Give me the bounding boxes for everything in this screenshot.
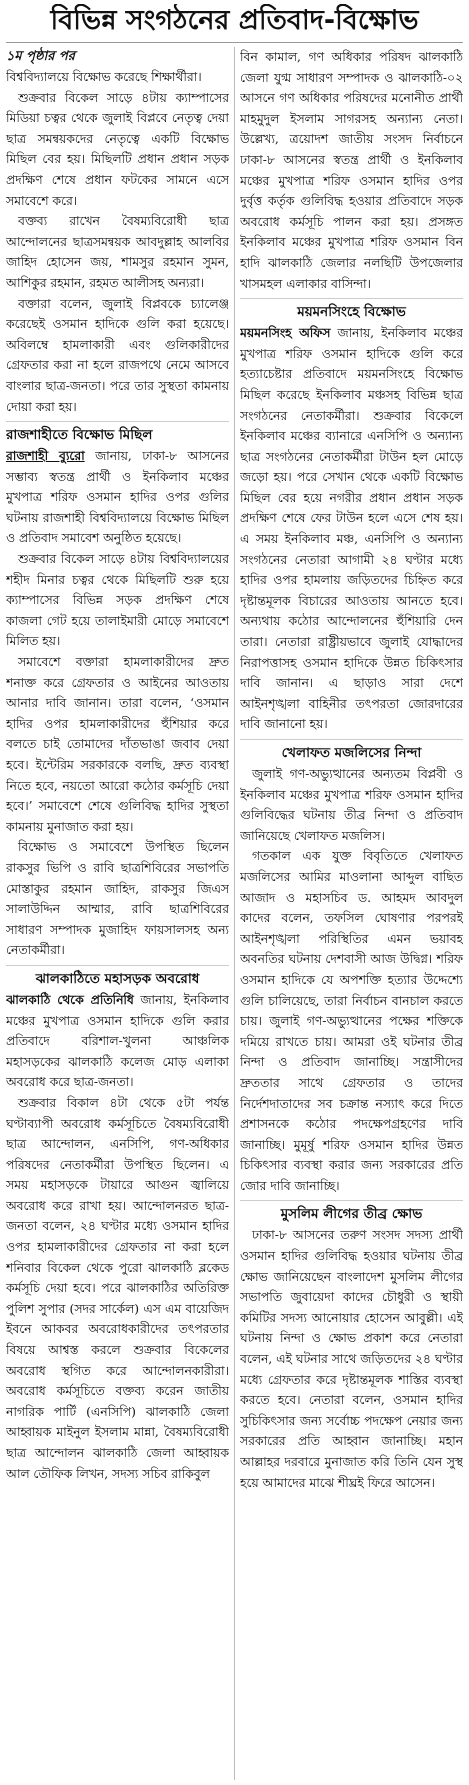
paragraph-text: জানায়, ইনকিলাব মঞ্চের মুখপাত্র ওসমান হাদিকে গুলি করার প্রতিবাদে বরিশাল-খুলনা আঞ্চলিক মহাসড়কের ঝালকাঠি কলেজ মোড় এলাকা অবরোধ করে ছাত্র-জনতা। (6, 992, 229, 1090)
byline-jhalokathi: ঝালকাঠি থেকে প্রতিনিধি (6, 991, 134, 1007)
section-title-jhalokathi: ঝালকাঠিতে মহাসড়ক অবরোধ (6, 965, 229, 990)
byline-rajshahi: রাজশাহী ব্যুরো (6, 448, 85, 464)
left-column (6, 47, 229, 1780)
paragraph-text: জানায়, ইনকিলাব মঞ্চের মুখপাত্র শরিফ ওসমান হাদিকে গুলি করে হত্যাচেষ্টার প্রতিবাদে ময়মনসিংহে বিক্ষোভ মিছিল করেছে ইনকিলাব মঞ্চসহ বিভিন্ন ছাত্র সংগঠনের নেতাকর্মীরা। শুক্রবার বিকেলে ইনকিলাব মঞ্চের ব্যানারে এনসিপি ও অন্যান্য ছাত্র সংগঠনের নেতাকর্মীরা টাউন হল মোড়ে জড়ো হয়। পরে সেখান থেকে একটি বিক্ষোভ মিছিল বের হয়ে নগরীর প্রধান প্রধান সড়ক প্রদক্ষিণ শেষে ফের টাউন হলে এসে শেষ হয়। এ সময় ইনকিলাব মঞ্চ, এনসিপি ও অন্যান্য সংগঠনের নেতারা আগামী ২৪ ঘণ্টার মধ্যে হাদির ওপর হামলায় জড়িতদের চিহ্নিত করে দৃষ্টান্তমূলক বিচারের আওতায় আনতে হবে। অন্যথায় কঠোর আন্দোলনের হুঁশিয়ারি দেন তারা। নেতারা রাষ্ট্রীয়ভাবে জুলাই যোদ্ধাদের নিরাপত্তাসহ ওসমান হাদিকে উন্নত চিকিৎসার দাবি জানান। এ ছাড়াও সারা দেশে আইনশৃঙ্খলা বাহিনীর তৎপরতা জোরদারের দাবি জানানো হয়। (240, 326, 463, 732)
section-title-muslim-league: মুসলিম লীগের তীব্র ক্ষোভ (240, 1200, 463, 1225)
intro-paragraph: বিশ্ববিদ্যালয়ে বিক্ষোভ করেছে শিক্ষার্থীরা। (6, 70, 202, 84)
intro-paragraph: বক্তব্য রাখেন বৈষম্যবিরোধী ছাত্র আন্দোলনের ছাত্রসমন্বয়ক আবদুল্লাহ আলবির জাহিদ হোসেন জয়, শামসুর রহমান সুমন, আশিকুর রহমান, রহমত আলীসহ অন্যরা। (6, 214, 229, 290)
intro-paragraph: বক্তারা বলেন, জুলাই বিপ্লবকে চ্যালেঞ্জ করেছেই ওসমান হাদিকে গুলি করা হয়েছে। অবিলম্বে হামলাকারী এবং গুলিকারীদের গ্রেফতার করা না হলে রাজপথে নেমে আসবে বাংলার ছাত্র-জনতা। পরে তার সুস্থতা কামনায় দোয়া করা হয়। (6, 296, 229, 414)
section-paragraph (6, 990, 229, 1093)
section-paragraph: শুক্রবার বিকাল ৪টা থেকে ৫টা পর্যন্ত ঘণ্টাব্যাপী অবরোধ কর্মসূচিতে বৈষম্যবিরোধী ছাত্র আন্দোলন, এনসিপি, গণ-অধিকার পরিষদের নেতাকর্মীরা উপস্থিত ছিলেন। এ সময় মহাসড়কে টায়ারে আগুন জ্বালিয়ে অবরোধ করে রাখা হয়। আন্দোলনরত ছাত্র-জনতা বলেন, ২৪ ঘণ্টার মধ্যে ওসমান হাদির ওপর হামলাকারীদের গ্রেফতার না করা হলে শনিবার বিকেল থেকে পুরো ঝালকাঠি ব্লকেড কর্মসূচি দেয়া হবে। পরে ঝালকাঠির অতিরিক্ত পুলিশ সুপার (সদর সার্কেল) এস এম বায়েজিদ ইবনে আকবর অবরোধকারীদের তৎপরতার বিষয়ে আশ্বস্ত করলে শুক্রবার বিকেলের অবরোধ স্থগিত করে আন্দোলনকারীরা। অবরোধ কর্মসূচিতে বক্তব্য করেন জাতীয় নাগরিক পার্টি (এনসিপি) ঝালকাঠি জেলা আহ্বায়ক মাইনুল ইসলাম মান্না, বৈষম্যবিরোধী ছাত্র আন্দোলন ঝালকাঠি জেলা আহ্বায়ক আল তৌফিক লিখন, সদস্য সচিব রাকিবুল (6, 1095, 229, 1481)
section-title-khelafat: খেলাফত মজলিসের নিন্দা (240, 739, 463, 764)
section-paragraph: শুক্রবার বিকেল সাড়ে ৪টায় বিশ্ববিদ্যালয়ের শহীদ মিনার চত্বর থেকে মিছিলটি শুরু হয়ে ক্যাম্পাসের বিভিন্ন সড়ক প্রদক্ষিণ শেষে কাজলা গেট হয়ে তালাইমারী মোড়ে সমাবেশে মিলিত হয়। (6, 552, 229, 649)
section-paragraph: জুলাই গণ-অভ্যুত্থানের অন্যতম বিপ্লবী ও ইনকিলাব মঞ্চের মুখপাত্র শরিফ ওসমান হাদির গুলিবিদ্ধের ঘটনায় তীব্র নিন্দা ও প্রতিবাদ জানিয়েছে খেলাফত মজলিস। (240, 767, 463, 843)
section-paragraph: সমাবেশে বক্তারা হামলাকারীদের দ্রুত শনাক্ত করে গ্রেফতার ও আইনের আওতায় আনার দাবি জানান। তারা বলেন, ‘ওসমান হাদির ওপর হামলাকারীদের হুঁশিয়ার করে বলতে চাই তোমাদের দাঁতভাঙা জবাব দেয়া হবে। ইন্টেরিম সরকারকে বলছি, দ্রুত ব্যবস্থা নিতে হবে, নয়তো আরো কঠোর কর্মসূচি দেয়া হবে।’ সমাবেশে শেষে গুলিবিদ্ধ হাদির সুস্থতা কামনায় মুনাজাত করা হয়। (6, 655, 229, 834)
section-title-mymensingh: ময়মনসিংহে বিক্ষোভ (240, 298, 463, 323)
right-column (240, 47, 463, 1780)
section-paragraph: বিক্ষোভ ও সমাবেশে উপস্থিত ছিলেন রাকসুর ভিপি ও রাবি ছাত্রশিবিরের সভাপতি মোস্তাকুর রহমান জাহিদ, রাকসুর জিএস সালাউদ্দিন আম্মার, রাবি ছাত্রশিবিরের সাধারণ সম্পাদক মুজাহিদ ফায়সালসহ অন্য নেতাকর্মীরা। (6, 840, 229, 958)
byline-mymensingh: ময়মনসিংহ অফিস (240, 325, 331, 341)
intro-paragraph: শুক্রবার বিকেল সাড়ে ৪টায় ক্যাম্পাসের মিডিয়া চত্বর থেকে জুলাই বিপ্লবে নেতৃত্ব দেয়া ছাত্র সমন্বয়কদের নেতৃত্বে একটি বিক্ষোভ মিছিল বের হয়। মিছিলটি প্রধান প্রধান সড়ক প্রদক্ষিণ শেষে প্রধান ফটকের সামনে এসে সমাবেশে করে। (6, 90, 229, 208)
section-paragraph: গতকাল এক যুক্ত বিবৃতিতে খেলাফত মজলিসের আমির মাওলানা আব্দুল বাছিত আজাদ ও মহাসচিব ড. আহমদ আবদুল কাদের বলেন, তফসিল ঘোষণার পরপরই আইনশৃঙ্খলা পরিস্থিতির এমন ভয়াবহ অবনতির ঘটনায় দেশবাসী আজ উদ্বিগ্ন। শরিফ ওসমান হাদিকে যে অপশক্তি হত্যার উদ্দেশ্যে গুলি চালিয়েছে, তারা নির্বাচন বানচাল করতে চায়। জুলাই গণ-অভ্যুত্থানের পক্ষের শক্তিকে দমিয়ে রাখতে চায়। আমরা ওই ঘটনার তীব্র নিন্দা ও প্রতিবাদ জানাচ্ছি। সন্ত্রাসীদের দ্রুততার সাথে গ্রেফতার ও তাদের নির্দেশদাতাদের সব চক্রান্ত নস্যাৎ করে দিতে প্রশাসনকে কঠোর পদক্ষেপগ্রহণের দাবি জানাচ্ছি। মুমূর্ষু শরিফ ওসমান হাদির উন্নত চিকিৎসার ব্যবস্থা করার জন্য সরকারের প্রতি জোর দাবি জানাচ্ছি। (240, 849, 463, 1193)
jump-line: ১ম পৃষ্ঠার পর (6, 49, 75, 64)
paragraph-text: জানায়, ঢাকা-৮ আসনের সম্ভাব্য স্বতন্ত্র প্রার্থী ও ইনকিলাব মঞ্চের মুখপাত্র শরিফ ওসমান হাদির ওপর গুলির ঘটনায় রাজশাহী বিশ্ববিদ্যালয়ে বিক্ষোভ মিছিল ও প্রতিবাদ সমাবেশ অনুষ্ঠিত হয়েছে। (6, 449, 229, 546)
section-title-rajshahi: রাজশাহীতে বিক্ষোভ মিছিল (6, 421, 229, 446)
continued-paragraph: বিন কামাল, গণ অধিকার পরিষদ ঝালকাঠি জেলা যুগ্ম সাধারণ সম্পাদক ও ঝালকাঠি-০২ আসনে গণ অধিকার পরিষদের মনোনীত প্রার্থী মাহমুদুল ইসলাম সাগরসহ অন্যান্য নেতা। উল্লেখ্য, ত্রয়োদশ জাতীয় সংসদ নির্বাচনে ঢাকা-৮ আসনের স্বতন্ত্র প্রার্থী ও ইনকিলাব মঞ্চের মুখপাত্র শরিফ ওসমান হাদির ওপর দুর্বৃত্ত কর্তৃক গুলিবিদ্ধ হওয়ার প্রতিবাদে সড়ক অবরোধ কর্মসূচি পালন করা হয়। প্রসঙ্গত ইনকিলাব মঞ্চের মুখপাত্র শরিফ ওসমান বিন হাদি ঝালকাঠি জেলার নলছিটি উপজেলার খাসমহল এলাকার বাসিন্দা। (240, 50, 463, 291)
page-headline: বিভিন্ন সংগঠনের প্রতিবাদ-বিক্ষোভ (6, 4, 463, 43)
column-divider (234, 47, 235, 1780)
section-paragraph (6, 446, 229, 549)
article-columns (6, 47, 463, 1780)
section-paragraph (240, 323, 463, 735)
section-paragraph: ঢাকা-৮ আসনের তরুণ সংসদ সদস্য প্রার্থী ওসমান হাদির গুলিবিদ্ধ হওয়ার ঘটনায় তীব্র ক্ষোভ জানিয়েছেন বাংলাদেশ মুসলিম লীগের সভাপতি জুবায়েদা কাদের চৌধুরী ও স্থায়ী কমিটির সদস্য আনোয়ার হোসেন আবুল্লী। এই ঘটনায় নিন্দা ও ক্ষোভ প্রকাশ করে নেতারা বলেন, এই ঘটনার সাথে জড়িতদের ২৪ ঘণ্টার মধ্যে গ্রেফতার করে দৃষ্টান্তমূলক শাস্তির ব্যবস্থা করতে হবে। নেতারা বলেন, ওসমান হাদির সুচিকিৎসার জন্য সর্বোচ্চ পদক্ষেপ নেয়ার জন্য সরকারের প্রতি আহ্বান জানাচ্ছি। মহান আল্লাহর দরবারে মুনাজাত করি তিনি যেন সুস্থ হয়ে আমাদের মাঝে শীঘ্রই ফিরে আসেন। (240, 1228, 463, 1490)
